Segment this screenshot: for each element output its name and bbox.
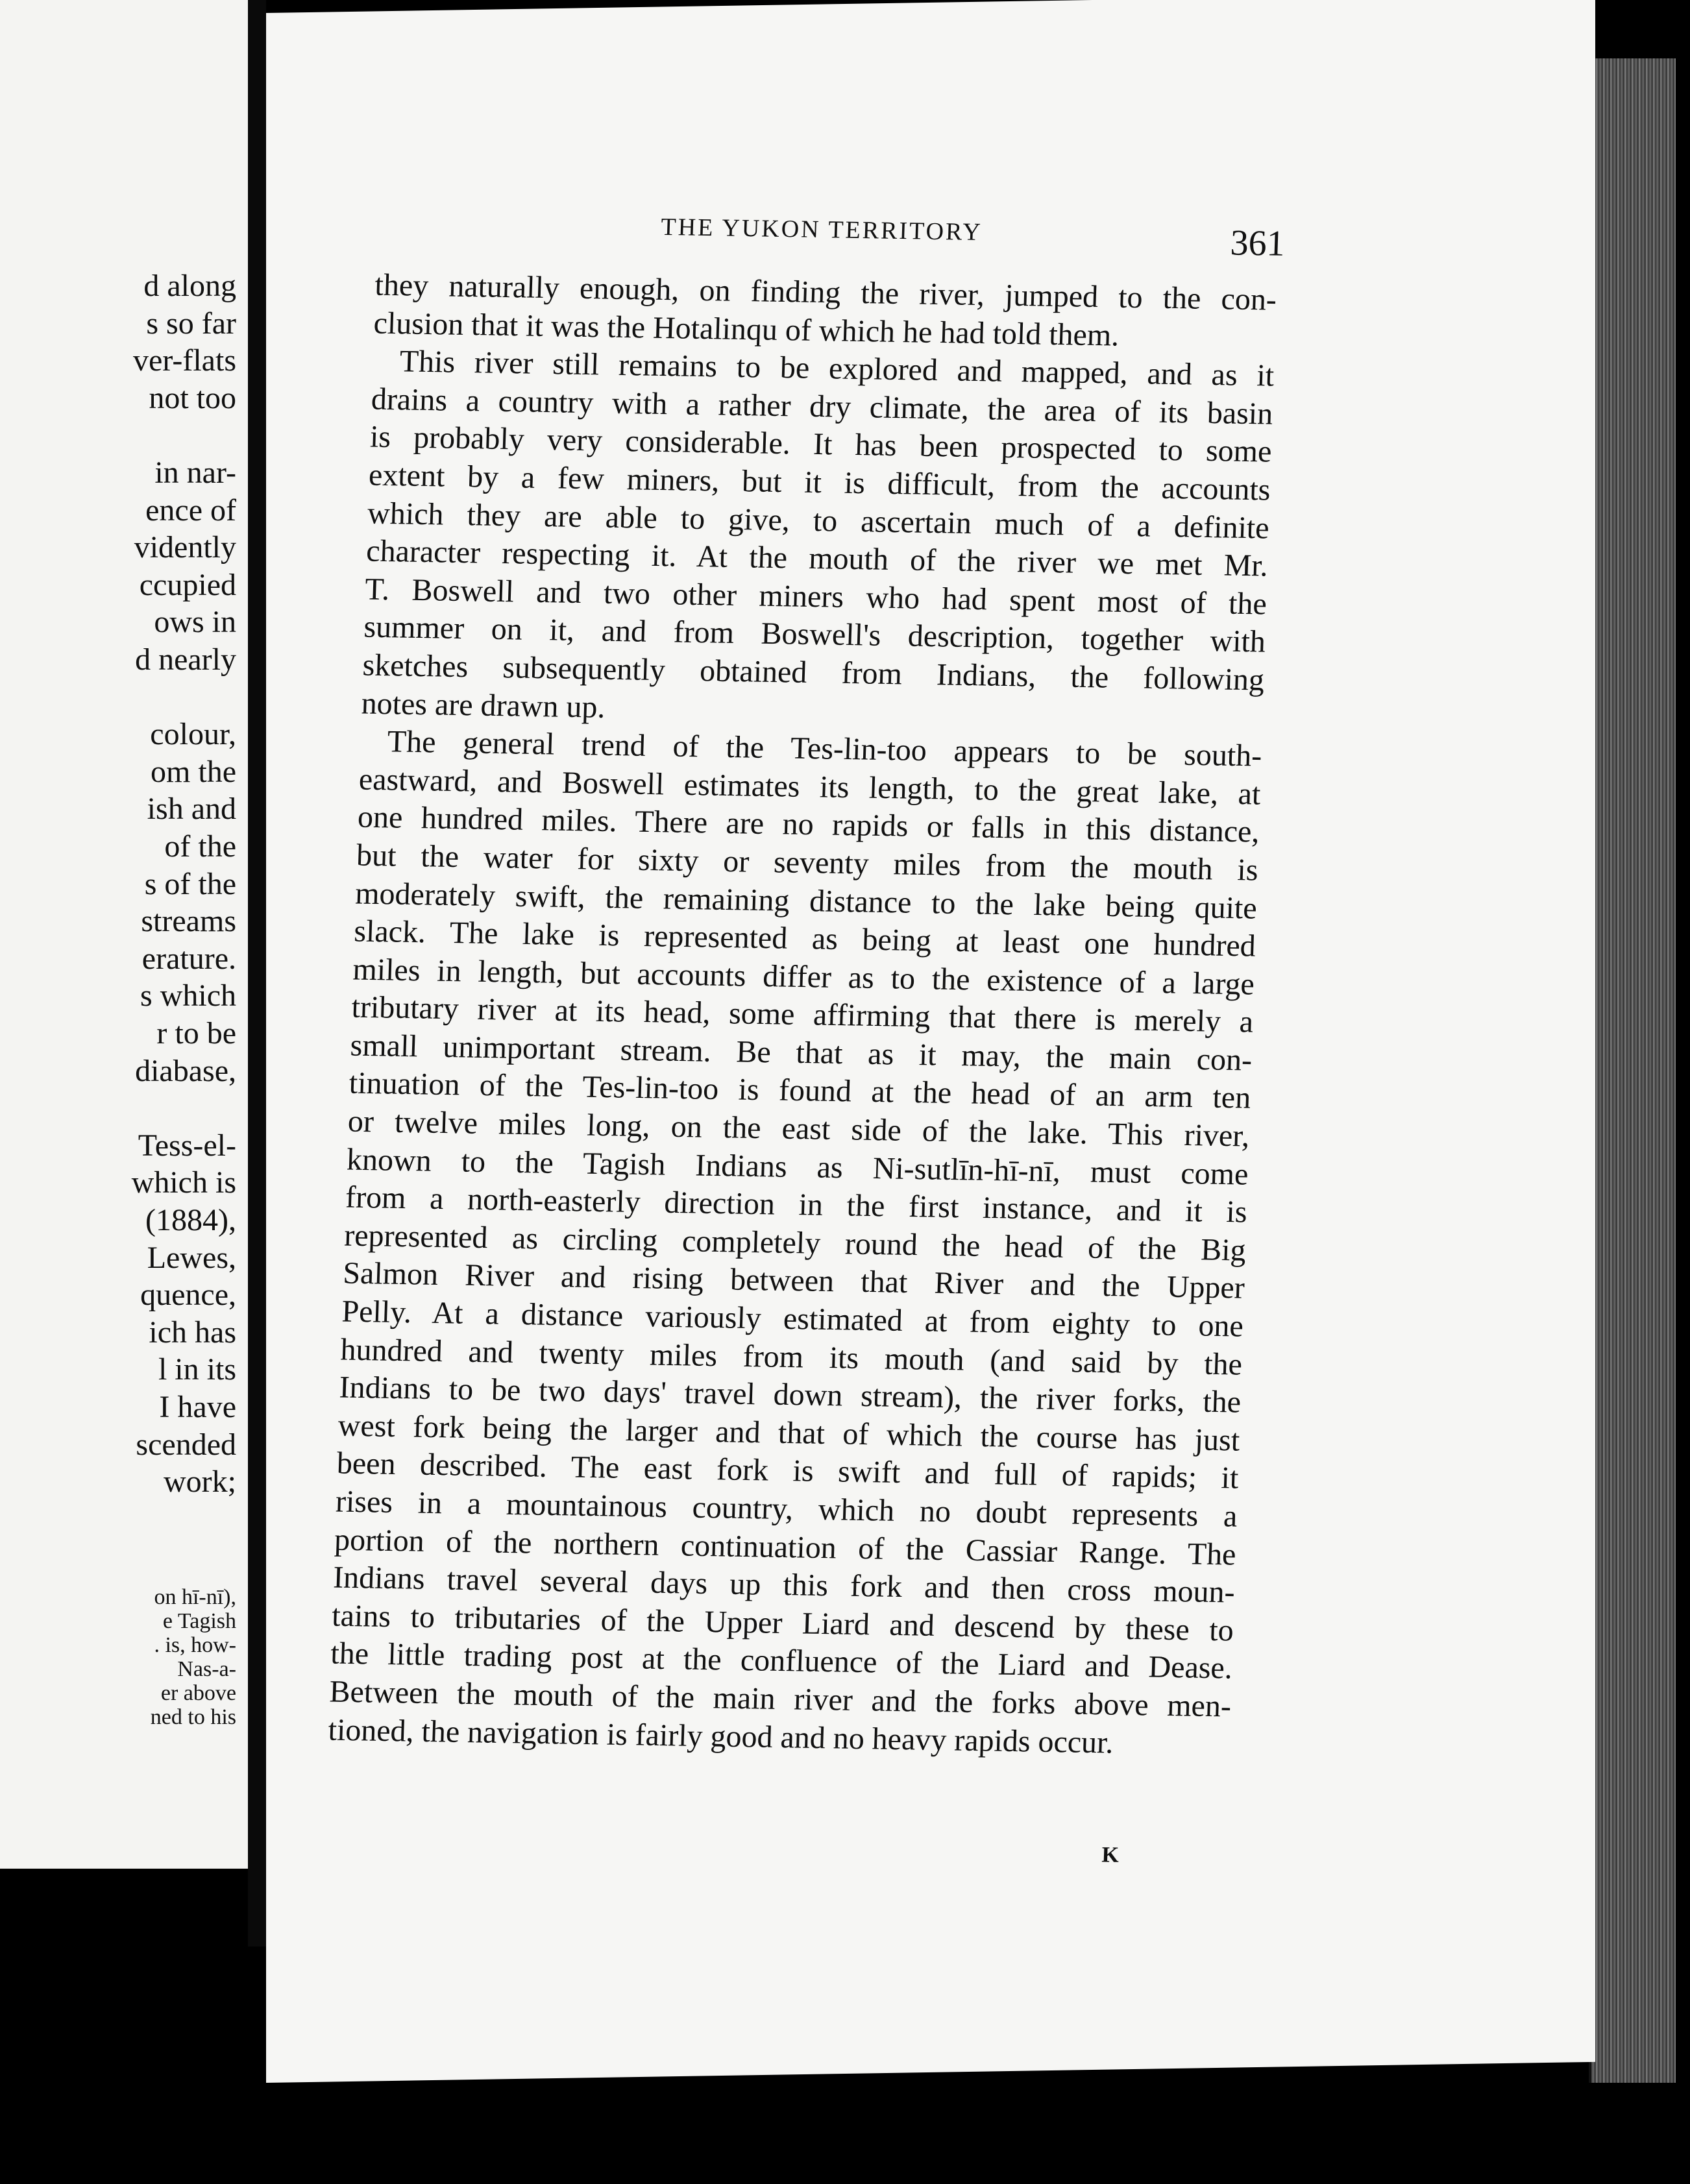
text-line: one hundred miles. There are no rapids or falls in this distance,	[357, 799, 1260, 849]
left-footnote-line: er above	[160, 1681, 236, 1705]
left-text-line: not too	[149, 380, 236, 415]
left-text-line: ich has	[149, 1315, 236, 1350]
left-text-line: in nar-	[154, 455, 236, 490]
text-line: clusion that it was the Hotalinqu of which he had told them.	[373, 306, 1120, 353]
text-line: notes are drawn up.	[360, 686, 606, 725]
text-line: Between the mouth of the main river and the forks above men-	[328, 1674, 1232, 1724]
text-line: portion of the northern continuation of the Cassiar Range. The	[334, 1522, 1237, 1572]
text-line: but the water for sixty or seventy miles from the mouth is	[356, 838, 1259, 888]
text-line: This river still remains to be explored and mapped, and as it	[398, 344, 1275, 393]
text-line: Salmon River and rising between that River and the Upper	[342, 1256, 1245, 1306]
text-line: slack. The lake is represented as being at least one hundred	[353, 914, 1256, 964]
left-text-line: erature.	[141, 941, 236, 976]
left-text-line: om the	[151, 754, 236, 789]
left-text-line: Tess-el-	[138, 1128, 236, 1163]
right-page-text-block	[273, 0, 1595, 1867]
text-line: rises in a mountainous country, which no doubt represents a	[335, 1484, 1238, 1534]
text-line: Indians to be two days' travel down stream), the river forks, the	[338, 1370, 1242, 1420]
left-footnote-line: on hī-nī),	[154, 1585, 236, 1609]
text-line: which they are able to give, to ascertain much of a definite	[367, 496, 1270, 546]
text-line: drains a country with a rather dry climate, the area of its basin	[371, 382, 1274, 431]
left-page	[0, 0, 248, 1869]
text-line: T. Boswell and two other miners who had spent most of the	[364, 572, 1268, 622]
text-line: The general trend of the Tes-lin-too appears to be south-	[387, 724, 1263, 773]
book-gutter	[248, 0, 266, 1947]
text-line: from a north-easterly direction in the first instance, and it is	[345, 1180, 1248, 1230]
left-text-line: ccupied	[139, 567, 236, 602]
left-footnote-line: e Tagish	[162, 1609, 236, 1633]
left-text-line: Lewes,	[147, 1240, 236, 1275]
left-text-line: ows in	[154, 605, 236, 640]
text-line: they naturally enough, on finding the river, jumped to the con-	[374, 267, 1277, 317]
text-line: is probably very considerable. It has been prospected to some	[369, 419, 1273, 469]
text-line: character respecting it. At the mouth of the river we met Mr.	[365, 533, 1269, 583]
left-text-line: (1884),	[145, 1203, 236, 1237]
text-line: known to the Tagish Indians as Ni-sutlīn-hī-nī, must come	[346, 1142, 1249, 1192]
left-footnote-line: ned to his	[150, 1705, 236, 1729]
text-line: Pelly. At a distance variously estimated at from eighty to one	[341, 1294, 1244, 1344]
left-text-line: s which	[140, 978, 236, 1013]
text-line: summer on it, and from Boswell's description, together with	[363, 609, 1266, 659]
left-text-line: ence of	[145, 492, 236, 528]
signature-mark: K	[1101, 1843, 1120, 1867]
text-line: or twelve miles long, on the east side of the lake. This river,	[347, 1104, 1251, 1154]
text-line: hundred and twenty miles from its mouth (and said by the	[339, 1332, 1243, 1382]
text-line: west fork being the larger and that of which the course has just	[337, 1408, 1241, 1458]
text-line: sketches subsequently obtained from Indians, the following	[361, 648, 1265, 698]
left-text-line: scended	[136, 1427, 236, 1462]
running-head: THE YUKON TERRITORY	[660, 213, 983, 247]
left-text-line: I have	[159, 1390, 236, 1424]
left-text-line: which is	[131, 1165, 236, 1200]
left-text-line: l in its	[158, 1352, 236, 1387]
text-line: miles in length, but accounts differ as to the existence of a large	[352, 952, 1255, 1002]
left-text-line: diabase,	[135, 1053, 236, 1088]
text-line: small unimportant stream. Be that as it may, the main con-	[349, 1028, 1253, 1078]
left-footnote-line: . is, how-	[154, 1633, 236, 1657]
left-text-line: s of the	[144, 866, 236, 901]
left-text-line: of the	[164, 829, 236, 864]
left-text-line: d along	[143, 269, 236, 303]
body-text	[328, 267, 1277, 1764]
left-text-line: d nearly	[135, 642, 236, 677]
left-text-line: work;	[164, 1464, 236, 1499]
text-line: moderately swift, the remaining distance to the lake being quite	[354, 876, 1258, 926]
left-text-line: r to be	[156, 1016, 236, 1050]
text-line: the little trading post at the confluence of the Liard and Dease.	[330, 1636, 1233, 1686]
text-line: tains to tributaries of the Upper Liard and descend by these to	[331, 1598, 1234, 1648]
left-text-line: ish and	[147, 792, 236, 827]
left-text-line: colour,	[150, 717, 236, 752]
left-text-line: quence,	[140, 1278, 236, 1313]
text-line: Indians travel several days up this fork and then cross moun-	[332, 1560, 1236, 1610]
left-text-line: streams	[141, 904, 236, 939]
text-line: been described. The east fork is swift and full of rapids; it	[336, 1446, 1240, 1496]
right-page	[266, 0, 1595, 2083]
left-footnote-line: Nas-a-	[177, 1657, 236, 1681]
left-text-line: vidently	[134, 530, 236, 565]
left-text-line: s so far	[146, 306, 236, 341]
page-edges	[1589, 58, 1676, 2083]
text-line: tinuation of the Tes-lin-too is found at the head of an arm ten	[349, 1066, 1252, 1116]
text-line: eastward, and Boswell estimates its length, to the great lake, at	[358, 762, 1262, 812]
text-line: tioned, the navigation is fairly good and no heavy rapids occur.	[327, 1712, 1114, 1760]
text-line: tributary river at its head, some affirming that there is merely a	[350, 989, 1254, 1039]
text-line: extent by a few miners, but it is difficult, from the accounts	[368, 457, 1271, 507]
page-number: 361	[1229, 223, 1286, 264]
left-text-line: ver-flats	[133, 343, 236, 378]
text-line: represented as circling completely round the head of the Big	[343, 1218, 1247, 1268]
